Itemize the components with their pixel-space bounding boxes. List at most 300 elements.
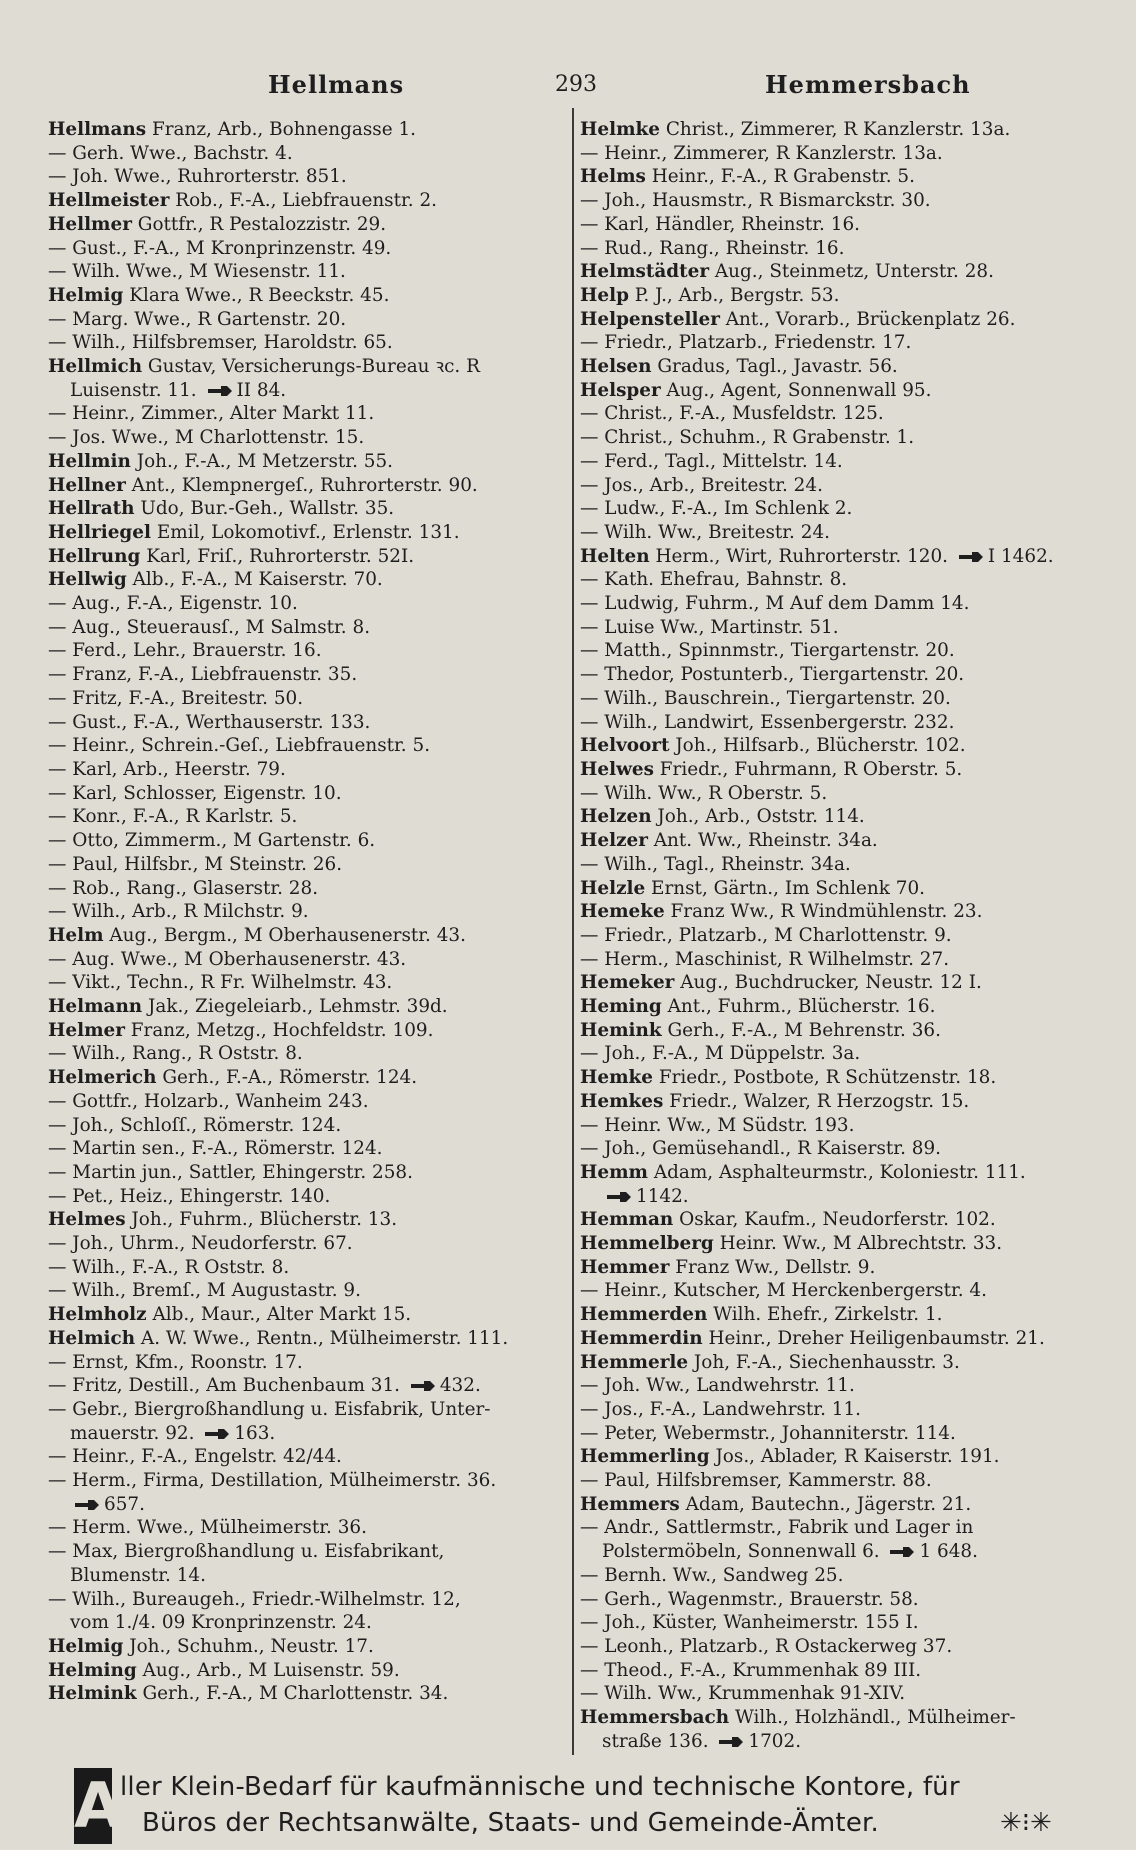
directory-entry — [580, 687, 1100, 711]
entry-details: — Rud., Rang., Rheinstr. 16. — [580, 237, 845, 259]
telephone-number: 1142. — [636, 1185, 689, 1207]
entry-surname: Helmig — [48, 284, 124, 306]
directory-entry — [48, 1398, 560, 1422]
entry-details: Joh., Fuhrm., Blücherstr. 13. — [125, 1209, 398, 1231]
entry-surname: Hellrath — [48, 498, 135, 520]
directory-entry — [48, 308, 560, 332]
entry-surname: Hemman — [580, 1209, 674, 1231]
entry-details: — Fritz, F.-A., Breitestr. 50. — [48, 687, 304, 709]
directory-entry — [580, 1232, 1100, 1256]
entry-details: Franz, Arb., Bohnengasse 1. — [146, 119, 417, 140]
directory-entry — [580, 1351, 1100, 1375]
entry-details: — Otto, Zimmerm., M Gartenstr. 6. — [48, 830, 376, 852]
banner-initial: A — [74, 1769, 122, 1842]
entry-details: Jos., Ablader, R Kaiserstr. 191. — [709, 1446, 1000, 1468]
directory-entry — [48, 1659, 560, 1683]
entry-details: — Peter, Webermstr., Johanniterstr. 114. — [580, 1422, 956, 1444]
entry-surname: Hellriegel — [48, 521, 151, 543]
directory-entry — [580, 758, 1100, 782]
directory-entry — [580, 237, 1100, 261]
directory-entry — [580, 1469, 1100, 1493]
directory-entry — [48, 687, 560, 711]
entry-details: Franz Ww., R Windmühlenstr. 23. — [664, 901, 983, 923]
entry-details: — Wilh., Hilfsbremser, Haroldstr. 65. — [48, 332, 393, 354]
directory-entry — [580, 379, 1100, 403]
entry-details: — Gottfr., Holzarb., Wanheim 243. — [48, 1090, 369, 1112]
entry-surname: Helsper — [580, 379, 661, 401]
entry-details: — Christ., F.-A., Musfeldstr. 125. — [580, 403, 884, 425]
telephone-hand-icon — [889, 1546, 915, 1558]
entry-details: Ant., Klempnergeſ., Ruhrorterstr. 90. — [125, 474, 478, 496]
entry-details: — Andr., Sattlermstr., Fabrik und Lager in — [580, 1517, 974, 1539]
entry-details: — Jos. Wwe., M Charlottenstr. 15. — [48, 427, 365, 449]
entry-details: — Herm., Firma, Destillation, Mülheimerstr. 36. — [48, 1470, 497, 1492]
entry-surname: Helmerich — [48, 1067, 157, 1089]
directory-entry — [580, 545, 1100, 569]
entry-details: Klara Wwe., R Beeckstr. 45. — [123, 284, 390, 306]
directory-entry — [48, 450, 560, 474]
directory-entry — [48, 355, 560, 379]
directory-entry — [580, 853, 1100, 877]
entry-details: Gerh., F.-A., Römerstr. 124. — [156, 1067, 418, 1089]
entry-details: — Pet., Heiz., Ehingerstr. 140. — [48, 1185, 331, 1207]
directory-entry — [48, 805, 560, 829]
entry-details: — Wilh., Tagl., Rheinstr. 34a. — [580, 853, 851, 875]
entry-details: — Christ., Schuhm., R Grabenstr. 1. — [580, 427, 915, 449]
entry-details: — Luise Ww., Martinstr. 51. — [580, 616, 839, 638]
entry-details: Aug., Steinmetz, Unterstr. 28. — [709, 261, 994, 283]
directory-entry — [580, 1137, 1100, 1161]
entry-surname: Helmann — [48, 996, 143, 1018]
directory-entry — [580, 1019, 1100, 1043]
entry-surname: Helzen — [580, 806, 652, 828]
entry-surname: Helvoort — [580, 735, 670, 757]
entry-details: Karl, Friſ., Ruhrorterstr. 52I. — [140, 545, 415, 567]
entry-details: — Wilh., Landwirt, Essenbergerstr. 232. — [580, 711, 955, 733]
entry-surname: Hellrung — [48, 545, 141, 567]
directory-entry — [48, 1042, 560, 1066]
entry-details: — Heinr., Zimmerer, R Kanzlerstr. 13a. — [580, 142, 943, 164]
directory-entry — [580, 1185, 1100, 1209]
directory-entry — [48, 284, 560, 308]
directory-entry — [48, 1588, 560, 1612]
page-number: 293 — [555, 72, 597, 97]
telephone-number: 1 648. — [919, 1541, 978, 1563]
entry-details: — Joh. Ww., Landwehrstr. 11. — [580, 1375, 855, 1397]
entry-surname: Hellmeister — [48, 190, 170, 212]
directory-entry — [580, 308, 1100, 332]
entry-details: Gustav, Versicherungs-Bureau ꝛc. R — [142, 356, 480, 378]
entry-details: Rob., F.-A., Liebfrauenstr. 2. — [169, 190, 438, 212]
entry-details: — Gust., F.-A., Werthauserstr. 133. — [48, 711, 371, 733]
entry-details: A. W. Wwe., Rentn., Mülheimerstr. 111. — [135, 1327, 509, 1349]
entry-details: Ernst, Gärtn., Im Schlenk 70. — [645, 877, 925, 899]
column-divider — [572, 108, 574, 1755]
entry-details: Ant. Ww., Rheinstr. 34a. — [647, 830, 878, 852]
directory-entry — [48, 616, 560, 640]
directory-entry — [48, 568, 560, 592]
entry-details: — Wilh., Arb., R Milchstr. 9. — [48, 901, 309, 923]
directory-entry — [48, 1422, 560, 1446]
directory-entry — [580, 616, 1100, 640]
entry-details: — Wilh., F.-A., R Oststr. 8. — [48, 1256, 290, 1278]
entry-details: — Aug. Wwe., M Oberhausenerstr. 43. — [48, 948, 407, 970]
entry-details: — Herm., Maschinist, R Wilhelmstr. 27. — [580, 948, 950, 970]
directory-entry — [48, 474, 560, 498]
directory-entry — [580, 165, 1100, 189]
entry-details: — Karl, Händler, Rheinstr. 16. — [580, 213, 860, 235]
entry-details: Luisenstr. 11. — [70, 379, 203, 401]
entry-surname: Helming — [48, 1659, 137, 1681]
entry-details: — Franz, F.-A., Liebfrauenstr. 35. — [48, 664, 358, 686]
entry-details: — Ferd., Lehr., Brauerstr. 16. — [48, 640, 322, 662]
entry-surname: Hemmer — [580, 1256, 670, 1278]
directory-entry — [580, 1042, 1100, 1066]
directory-entry — [48, 1185, 560, 1209]
directory-entry — [48, 1682, 560, 1706]
entry-details: Oskar, Kaufm., Neudorferstr. 102. — [673, 1209, 996, 1231]
entry-details: Franz Ww., Dellstr. 9. — [669, 1256, 876, 1278]
entry-details: Friedr., Fuhrmann, R Oberstr. 5. — [653, 758, 963, 780]
entry-surname: Hemmerling — [580, 1446, 710, 1468]
entry-details: — Konr., F.-A., R Karlstr. 5. — [48, 806, 298, 828]
entry-details: Blumenstr. 14. — [70, 1564, 206, 1586]
directory-entry — [48, 1351, 560, 1375]
telephone-number: I 1462. — [987, 545, 1054, 567]
directory-entry — [580, 1730, 1100, 1754]
telephone-hand-icon — [958, 551, 984, 563]
entry-details: — Gust., F.-A., M Kronprinzenstr. 49. — [48, 237, 392, 259]
entry-details: vom 1./4. 09 Kronprinzenstr. 24. — [70, 1612, 372, 1634]
entry-surname: Helmich — [48, 1327, 136, 1349]
directory-entry — [48, 1493, 560, 1517]
directory-entry — [580, 497, 1100, 521]
entry-details: — Joh., F.-A., M Düppelstr. 3a. — [580, 1043, 861, 1065]
directory-entry — [48, 663, 560, 687]
directory-entry — [48, 1327, 560, 1351]
directory-entry — [580, 971, 1100, 995]
entry-details: — Wilh. Ww., R Oberstr. 5. — [580, 782, 828, 804]
directory-entry — [580, 1090, 1100, 1114]
directory-entry — [580, 1422, 1100, 1446]
directory-entry — [580, 1161, 1100, 1185]
entry-surname: Helmholz — [48, 1304, 147, 1326]
directory-entry — [580, 568, 1100, 592]
directory-entry — [48, 639, 560, 663]
directory-entry — [580, 118, 1100, 142]
directory-entry — [48, 1232, 560, 1256]
entry-details: straße 136. — [602, 1730, 715, 1752]
entry-details: — Heinr., Kutscher, M Herckenbergerstr. 4. — [580, 1280, 987, 1302]
entry-details: — Joh., Hausmstr., R Bismarckstr. 30. — [580, 190, 931, 212]
directory-entry — [48, 426, 560, 450]
directory-entry — [580, 1611, 1100, 1635]
banner-ornament: ✳⁝✳ — [1000, 1808, 1052, 1838]
entry-details: — Wilh. Ww., Breitestr. 24. — [580, 521, 830, 543]
entry-details: Aug., Agent, Sonnenwall 95. — [660, 379, 932, 401]
directory-entry — [48, 948, 560, 972]
entry-surname: Hemeker — [580, 972, 675, 994]
directory-entry — [580, 805, 1100, 829]
entry-surname: Helmstädter — [580, 261, 710, 283]
entry-details: Ant., Fuhrm., Blücherstr. 16. — [661, 996, 936, 1018]
directory-entry — [580, 592, 1100, 616]
entry-details: Aug., Arb., M Luisenstr. 59. — [136, 1659, 400, 1681]
directory-entry — [580, 1114, 1100, 1138]
directory-entry — [48, 331, 560, 355]
directory-entry — [48, 829, 560, 853]
entry-details: Christ., Zimmerer, R Kanzlerstr. 13a. — [659, 119, 1011, 140]
entry-details: — Joh., Schloſſ., Römerstr. 124. — [48, 1114, 342, 1136]
entry-surname: Hemmerle — [580, 1351, 689, 1373]
directory-entry — [580, 900, 1100, 924]
telephone-number: 1702. — [748, 1730, 802, 1752]
right-column — [580, 118, 1100, 1754]
directory-entry — [48, 1374, 560, 1398]
directory-entry — [48, 1469, 560, 1493]
entry-details: — Aug., Steuerausſ., M Salmstr. 8. — [48, 616, 371, 638]
entry-details: — Marg. Wwe., R Gartenstr. 20. — [48, 308, 347, 330]
directory-entry — [48, 1635, 560, 1659]
directory-entry — [580, 1445, 1100, 1469]
directory-entry — [580, 1564, 1100, 1588]
directory-entry — [580, 1279, 1100, 1303]
directory-entry — [580, 639, 1100, 663]
entry-surname: Hellmer — [48, 213, 132, 235]
entry-surname: Hemeke — [580, 901, 665, 923]
directory-entry — [580, 734, 1100, 758]
entry-surname: Hemmelberg — [580, 1233, 714, 1255]
directory-entry — [48, 402, 560, 426]
directory-entry — [48, 379, 560, 403]
directory-entry — [580, 948, 1100, 972]
directory-entry — [48, 213, 560, 237]
entry-details: Udo, Bur.-Geh., Wallstr. 35. — [134, 498, 395, 520]
entry-details: — Karl, Schlosser, Eigenstr. 10. — [48, 782, 342, 804]
directory-entry — [48, 260, 560, 284]
directory-entry — [580, 924, 1100, 948]
entry-surname: Hemmersbach — [580, 1707, 730, 1729]
directory-entry — [580, 1516, 1100, 1540]
entry-details: Gradus, Tagl., Javastr. 56. — [651, 356, 898, 378]
entry-details: — Joh., Gemüsehandl., R Kaiserstr. 89. — [580, 1138, 942, 1160]
directory-entry — [580, 995, 1100, 1019]
directory-entry — [580, 1635, 1100, 1659]
directory-entry — [48, 1516, 560, 1540]
directory-entry — [48, 900, 560, 924]
directory-entry — [48, 1256, 560, 1280]
directory-entry — [48, 877, 560, 901]
directory-entry — [580, 1066, 1100, 1090]
telephone-hand-icon — [410, 1380, 436, 1392]
entry-surname: Hemink — [580, 1019, 662, 1041]
entry-details: — Herm. Wwe., Mülheimerstr. 36. — [48, 1517, 367, 1539]
directory-entry — [580, 1588, 1100, 1612]
entry-surname: Helpensteller — [580, 308, 720, 330]
banner-line-1: ller Klein-Bedarf für kaufmännische und technische Kontore, für — [120, 1772, 960, 1802]
entry-details: Aug., Buchdrucker, Neustr. 12 I. — [674, 972, 982, 994]
entry-details: Heinr., Dreher Heiligenbaumstr. 21. — [702, 1327, 1045, 1349]
telephone-hand-icon — [207, 385, 233, 397]
entry-surname: Helzle — [580, 877, 646, 899]
entry-surname: Hemkes — [580, 1090, 664, 1112]
entry-details: — Bernh. Ww., Sandweg 25. — [580, 1564, 844, 1586]
directory-entry — [48, 165, 560, 189]
entry-details: Joh., Arb., Oststr. 114. — [651, 806, 865, 828]
directory-entry — [48, 1137, 560, 1161]
directory-entry — [580, 1540, 1100, 1564]
directory-entry — [48, 1090, 560, 1114]
directory-entry — [580, 142, 1100, 166]
entry-details: — Aug., F.-A., Eigenstr. 10. — [48, 593, 298, 615]
entry-details: — Heinr., Zimmer., Alter Markt 11. — [48, 403, 375, 425]
entry-details: Aug., Bergm., M Oberhausenerstr. 43. — [103, 924, 466, 946]
entry-details: Joh, F.-A., Siechenhausstr. 3. — [688, 1351, 960, 1373]
directory-entry — [48, 1445, 560, 1469]
directory-entry — [580, 782, 1100, 806]
entry-surname: Helten — [580, 545, 650, 567]
entry-details: Alb., F.-A., M Kaiserstr. 70. — [126, 569, 383, 591]
entry-surname: Hellwig — [48, 569, 127, 591]
entry-details: Alb., Maur., Alter Markt 15. — [146, 1304, 412, 1326]
directory-entry — [48, 592, 560, 616]
directory-entry — [580, 402, 1100, 426]
entry-details: Adam, Asphalteurmstr., Koloniestr. 111. — [648, 1161, 1026, 1183]
directory-entry — [48, 758, 560, 782]
entry-details: — Ludwig, Fuhrm., M Auf dem Damm 14. — [580, 593, 970, 615]
entry-details: Joh., Hilfsarb., Blücherstr. 102. — [669, 735, 966, 757]
entry-details: — Joh., Küster, Wanheimerstr. 155 I. — [580, 1612, 919, 1634]
telephone-number: 163. — [234, 1422, 276, 1444]
directory-entry — [48, 1208, 560, 1232]
entry-details: — Martin sen., F.-A., Römerstr. 124. — [48, 1138, 383, 1160]
directory-entry — [580, 521, 1100, 545]
entry-details: — Jos., Arb., Breitestr. 24. — [580, 474, 823, 496]
entry-details: — Wilh., Bureaugeh., Friedr.-Wilhelmstr. 12, — [48, 1588, 461, 1610]
directory-entry — [580, 877, 1100, 901]
directory-entry — [580, 1493, 1100, 1517]
entry-surname: Helsen — [580, 356, 652, 378]
entry-details: — Theod., F.-A., Krummenhak 89 III. — [580, 1659, 922, 1681]
directory-entry — [48, 1279, 560, 1303]
entry-surname: Helmink — [48, 1683, 137, 1705]
entry-details: — Wilh., Bremſ., M Augustastr. 9. — [48, 1280, 361, 1302]
entry-surname: Hellner — [48, 474, 126, 496]
directory-entry — [580, 213, 1100, 237]
directory-entry — [580, 1208, 1100, 1232]
entry-surname: Hellmich — [48, 356, 143, 378]
directory-entry — [48, 545, 560, 569]
directory-entry — [580, 1682, 1100, 1706]
entry-surname: Hemmerden — [580, 1304, 708, 1326]
entry-details: — Max, Biergroßhandlung u. Eisfabrikant, — [48, 1541, 445, 1563]
entry-details: Franz, Metzg., Hochfeldstr. 109. — [124, 1019, 434, 1041]
entry-details: — Ernst, Kfm., Roonstr. 17. — [48, 1351, 303, 1373]
entry-details: Joh., Schuhm., Neustr. 17. — [123, 1636, 374, 1657]
entry-surname: Hemmers — [580, 1493, 680, 1515]
entry-details: — Leonh., Platzarb., R Ostackerweg 37. — [580, 1636, 953, 1657]
directory-entry — [580, 474, 1100, 498]
entry-details: — Wilh., Bauschrein., Tiergartenstr. 20. — [580, 687, 951, 709]
entry-details: — Gebr., Biergroßhandlung u. Eisfabrik, Unter- — [48, 1398, 491, 1420]
header-right-keyword: Hemmersbach — [765, 70, 971, 99]
entry-details: — Joh., Uhrm., Neudorferstr. 67. — [48, 1233, 353, 1255]
telephone-number: 657. — [104, 1493, 145, 1515]
entry-details: — Wilh. Ww., Krummenhak 91-XIV. — [580, 1683, 906, 1705]
entry-surname: Hemm — [580, 1161, 648, 1183]
entry-details: P. J., Arb., Bergstr. 53. — [628, 284, 840, 306]
telephone-number: 432. — [439, 1375, 481, 1397]
directory-entry — [48, 971, 560, 995]
entry-surname: Hellmans — [48, 119, 147, 140]
entry-surname: Helzer — [580, 830, 648, 852]
entry-details: Friedr., Postbote, R Schützenstr. 18. — [652, 1067, 997, 1089]
entry-details: Wilh. Ehefr., Zirkelstr. 1. — [707, 1304, 943, 1326]
entry-details: Wilh., Holzhändl., Mülheimer- — [729, 1707, 1016, 1729]
entry-details: — Kath. Ehefrau, Bahnstr. 8. — [580, 569, 848, 591]
directory-entry — [580, 1398, 1100, 1422]
entry-details: — Wilh. Wwe., M Wiesenstr. 11. — [48, 261, 346, 283]
directory-entry — [48, 1019, 560, 1043]
directory-entry — [48, 1611, 560, 1635]
entry-details: — Jos., F.-A., Landwehrstr. 11. — [580, 1398, 862, 1420]
directory-entry — [48, 118, 560, 142]
directory-entry — [580, 450, 1100, 474]
entry-details: — Ludw., F.-A., Im Schlenk 2. — [580, 498, 853, 520]
entry-details: Heinr. Ww., M Albrechtstr. 33. — [713, 1233, 1003, 1255]
directory-entry — [580, 284, 1100, 308]
entry-details: — Gerh., Wagenmstr., Brauerstr. 58. — [580, 1588, 919, 1610]
entry-surname: Hemmerdin — [580, 1327, 703, 1349]
directory-entry — [48, 189, 560, 213]
telephone-hand-icon — [204, 1428, 230, 1440]
entry-surname: Helmer — [48, 1019, 125, 1041]
directory-entry — [48, 237, 560, 261]
entry-details: — Thedor, Postunterb., Tiergartenstr. 20. — [580, 664, 965, 686]
directory-entry — [48, 782, 560, 806]
directory-entry — [580, 1303, 1100, 1327]
entry-details: — Heinr. Ww., M Südstr. 193. — [580, 1114, 855, 1136]
entry-details: — Rob., Rang., Glaserstr. 28. — [48, 877, 319, 899]
directory-entry — [48, 521, 560, 545]
directory-entry — [48, 1564, 560, 1588]
advertisement-banner — [60, 1768, 1060, 1844]
left-column — [48, 118, 560, 1706]
entry-details: Adam, Bautechn., Jägerstr. 21. — [679, 1493, 972, 1515]
directory-entry — [48, 1066, 560, 1090]
page-header — [0, 70, 1136, 110]
telephone-hand-icon — [606, 1191, 632, 1203]
entry-details: — Ferd., Tagl., Mittelstr. 14. — [580, 450, 843, 472]
entry-details: — Paul, Hilfsbr., M Steinstr. 26. — [48, 853, 343, 875]
directory-entry — [580, 260, 1100, 284]
directory-entry — [580, 829, 1100, 853]
entry-details: — Joh. Wwe., Ruhrorterstr. 851. — [48, 166, 347, 188]
entry-details: Gerh., F.-A., M Behrenstr. 36. — [661, 1019, 941, 1041]
telephone-hand-icon — [718, 1736, 744, 1748]
entry-details: Herm., Wirt, Ruhrorterstr. 120. — [649, 545, 954, 567]
entry-details: — Vikt., Techn., R Fr. Wilhelmstr. 43. — [48, 972, 393, 994]
entry-details: — Gerh. Wwe., Bachstr. 4. — [48, 142, 293, 164]
entry-details: — Heinr., F.-A., Engelstr. 42/44. — [48, 1446, 342, 1468]
directory-entry — [48, 497, 560, 521]
directory-entry — [580, 355, 1100, 379]
directory-entry — [48, 1540, 560, 1564]
directory-entry — [580, 1374, 1100, 1398]
directory-entry — [580, 189, 1100, 213]
entry-details: — Heinr., Schrein.-Geſ., Liebfrauenstr. 5. — [48, 735, 431, 757]
entry-details: — Friedr., Platzarb., M Charlottenstr. 9. — [580, 924, 952, 946]
